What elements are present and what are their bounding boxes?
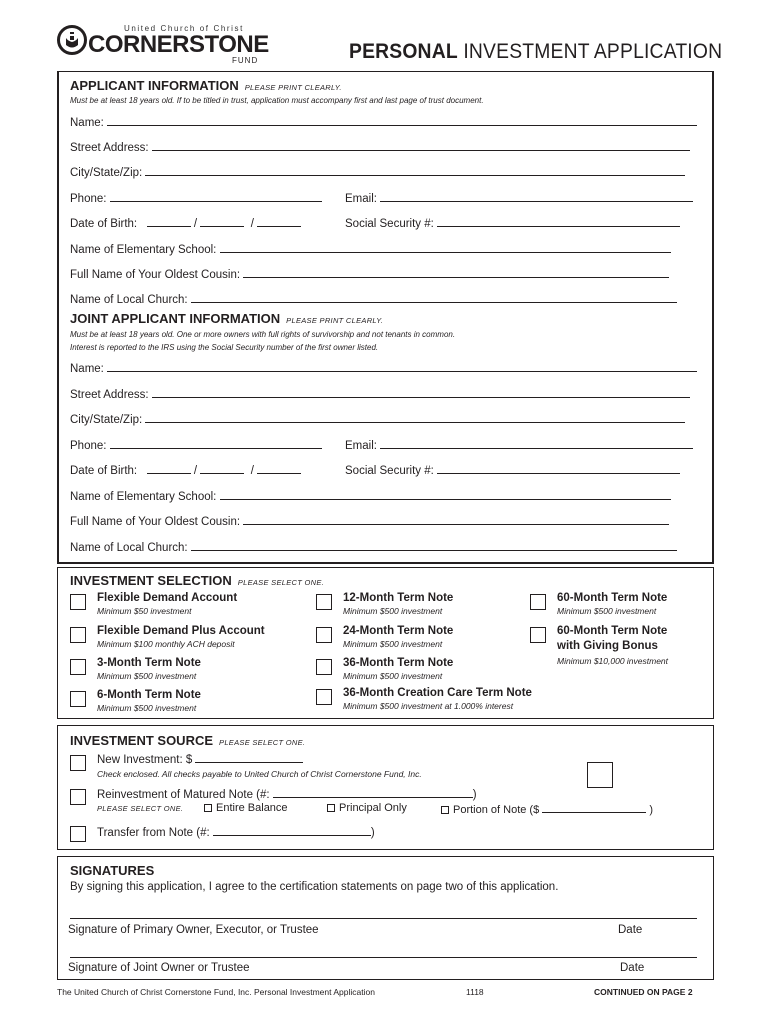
joint-note-2: Interest is reported to the IRS using the Social Security number of the first owner listed.: [70, 343, 379, 352]
reinvestment-field[interactable]: Reinvestment of Matured Note (#: ): [97, 789, 477, 801]
joint-dob-field[interactable]: Date of Birth: / /: [70, 464, 301, 477]
primary-signature-label: Signature of Primary Owner, Executor, or Trustee: [68, 924, 319, 936]
joint-signature-line[interactable]: [70, 957, 697, 958]
joint-section-title: JOINT APPLICANT INFORMATION PLEASE PRINT CLEARLY.: [70, 311, 384, 326]
logo-org-top: United Church of Christ: [124, 24, 244, 33]
36-month-creation-care-label: 36-Month Creation Care Term Note: [343, 687, 532, 699]
applicant-city-field[interactable]: City/State/Zip:: [70, 166, 685, 179]
footer-continued: CONTINUED ON PAGE 2: [594, 987, 693, 997]
principal-only-checkbox[interactable]: [327, 804, 335, 812]
reinvestment-select-one: PLEASE SELECT ONE.: [97, 804, 184, 813]
applicant-right-border: [712, 71, 714, 563]
signatures-section-title: SIGNATURES: [70, 863, 155, 878]
12-month-min: Minimum $500 investment: [343, 606, 443, 616]
36-month-creation-care-checkbox[interactable]: [316, 689, 332, 705]
flexible-demand-plus-min: Minimum $100 monthly ACH deposit: [97, 639, 235, 649]
transfer-field[interactable]: Transfer from Note (#: ): [97, 827, 375, 839]
entire-balance-checkbox[interactable]: [204, 804, 212, 812]
applicant-church-field[interactable]: Name of Local Church:: [70, 293, 677, 306]
joint-phone-field[interactable]: Phone:: [70, 439, 322, 452]
joint-cousin-field[interactable]: Full Name of Your Oldest Cousin:: [70, 515, 669, 528]
applicant-note: Must be at least 18 years old. If to be titled in trust, application must accompany first and last page of trust document.: [70, 96, 484, 105]
logo-emblem: [57, 25, 87, 55]
primary-date-label: Date: [618, 924, 643, 936]
applicant-ssn-field[interactable]: Social Security #:: [345, 217, 680, 230]
12-month-checkbox[interactable]: [316, 594, 332, 610]
joint-church-field[interactable]: Name of Local Church:: [70, 541, 677, 554]
applicant-cousin-field[interactable]: Full Name of Your Oldest Cousin:: [70, 268, 669, 281]
24-month-checkbox[interactable]: [316, 627, 332, 643]
flexible-demand-label: Flexible Demand Account: [97, 592, 238, 604]
60-month-min: Minimum $500 investment: [557, 606, 657, 616]
investment-section-title: INVESTMENT SELECTION PLEASE SELECT ONE.: [70, 573, 325, 588]
primary-signature-line[interactable]: [70, 918, 697, 919]
applicant-bottom-border: [57, 562, 714, 564]
60-month-label: 60-Month Term Note: [557, 592, 668, 604]
12-month-label: 12-Month Term Note: [343, 592, 454, 604]
principal-only-option[interactable]: Principal Only: [327, 802, 407, 814]
office-use-box: [587, 762, 613, 788]
reinvestment-checkbox[interactable]: [70, 789, 86, 805]
joint-email-field[interactable]: Email:: [345, 439, 693, 452]
6-month-min: Minimum $500 investment: [97, 703, 197, 713]
footer-text: The United Church of Christ Cornerstone Fund, Inc. Personal Investment Application: [57, 987, 375, 997]
applicant-left-border: [57, 71, 59, 563]
applicant-email-field[interactable]: Email:: [345, 192, 693, 205]
portion-of-note-checkbox[interactable]: [441, 806, 449, 814]
footer-code: 1118: [466, 987, 484, 997]
60-month-checkbox[interactable]: [530, 594, 546, 610]
page-title: PERSONAL INVESTMENT APPLICATION: [349, 40, 723, 63]
24-month-label: 24-Month Term Note: [343, 625, 454, 637]
applicant-name-field[interactable]: Name:: [70, 116, 697, 129]
entire-balance-option[interactable]: Entire Balance: [204, 802, 288, 814]
60-month-giving-bonus-checkbox[interactable]: [530, 627, 546, 643]
36-month-creation-care-min: Minimum $500 investment at 1.000% interest: [343, 701, 514, 711]
joint-signature-label: Signature of Joint Owner or Trustee: [68, 962, 250, 974]
joint-note-1: Must be at least 18 years old. One or more owners with full rights of survivorship and not tenants in common.: [70, 330, 456, 339]
3-month-checkbox[interactable]: [70, 659, 86, 675]
joint-ssn-field[interactable]: Social Security #:: [345, 464, 680, 477]
header-rule: [57, 71, 714, 72]
24-month-min: Minimum $500 investment: [343, 639, 443, 649]
portion-of-note-option[interactable]: Portion of Note ($ ): [441, 803, 653, 816]
applicant-phone-field[interactable]: Phone:: [70, 192, 322, 205]
joint-street-field[interactable]: Street Address:: [70, 388, 690, 401]
applicant-street-field[interactable]: Street Address:: [70, 141, 690, 154]
applicant-dob-field[interactable]: Date of Birth: / /: [70, 217, 301, 230]
3-month-label: 3-Month Term Note: [97, 657, 201, 669]
applicant-section-title: APPLICANT INFORMATION PLEASE PRINT CLEARLY.: [70, 78, 342, 93]
joint-name-field[interactable]: Name:: [70, 362, 697, 375]
signatures-statement: By signing this application, I agree to the certification statements on page two of this application.: [70, 881, 559, 893]
new-investment-field[interactable]: New Investment: $: [97, 753, 303, 766]
new-investment-checkbox[interactable]: [70, 755, 86, 771]
joint-school-field[interactable]: Name of Elementary School:: [70, 490, 671, 503]
6-month-label: 6-Month Term Note: [97, 689, 201, 701]
3-month-min: Minimum $500 investment: [97, 671, 197, 681]
6-month-checkbox[interactable]: [70, 691, 86, 707]
flexible-demand-plus-label: Flexible Demand Plus Account: [97, 625, 265, 637]
source-section-title: INVESTMENT SOURCE PLEASE SELECT ONE.: [70, 733, 306, 748]
joint-date-label: Date: [620, 962, 645, 974]
36-month-checkbox[interactable]: [316, 659, 332, 675]
flexible-demand-plus-checkbox[interactable]: [70, 627, 86, 643]
hands-icon: [63, 30, 81, 50]
new-investment-note: Check enclosed. All checks payable to United Church of Christ Cornerstone Fund, Inc.: [97, 769, 422, 779]
transfer-checkbox[interactable]: [70, 826, 86, 842]
joint-city-field[interactable]: City/State/Zip:: [70, 413, 685, 426]
36-month-min: Minimum $500 investment: [343, 671, 443, 681]
logo-org-main: CORNERSTONE: [88, 31, 269, 58]
flexible-demand-checkbox[interactable]: [70, 594, 86, 610]
60-month-giving-bonus-label: 60-Month Term Note: [557, 625, 668, 637]
flexible-demand-min: Minimum $50 investment: [97, 606, 192, 616]
60-month-giving-bonus-min: Minimum $10,000 investment: [557, 656, 669, 666]
logo-org-fund: FUND: [232, 56, 259, 65]
60-month-giving-bonus-label-2: with Giving Bonus: [557, 640, 658, 652]
applicant-school-field[interactable]: Name of Elementary School:: [70, 243, 671, 256]
36-month-label: 36-Month Term Note: [343, 657, 454, 669]
